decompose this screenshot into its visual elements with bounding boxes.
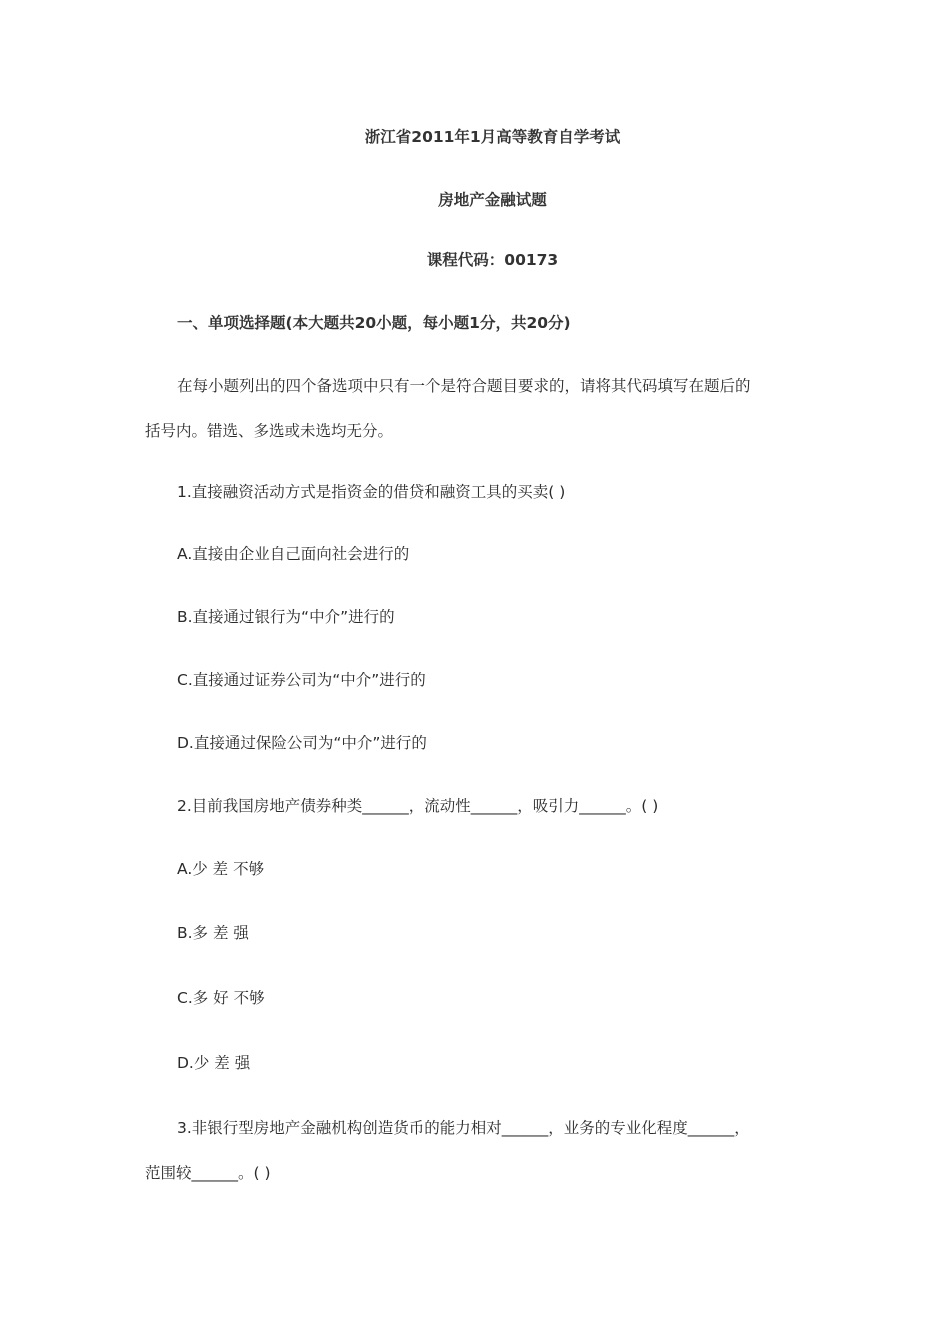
question-3-stem-line-1: 3.非银行型房地产金融机构创造货币的能力相对______，业务的专业化程度______，	[177, 1119, 750, 1137]
section-instruction-line-2: 括号内。错选、多选或未选均无分。	[145, 422, 394, 440]
subject-title: 房地产金融试题	[438, 191, 547, 209]
question-2-stem: 2.目前我国房地产债券种类______，流动性______，吸引力______。( )	[177, 797, 659, 815]
question-2-option-d: D.少 差 强	[177, 1054, 251, 1072]
question-3-stem-line-2: 范围较______。( )	[145, 1164, 271, 1182]
section-instruction-line-1: 在每小题列出的四个备选项中只有一个是符合题目要求的，请将其代码填写在题后的	[177, 377, 751, 395]
question-2-option-c: C.多 好 不够	[177, 989, 265, 1007]
question-1-stem: 1.直接融资活动方式是指资金的借贷和融资工具的买卖( )	[177, 483, 566, 501]
exam-title: 浙江省2011年1月高等教育自学考试	[364, 128, 621, 146]
question-2-option-b: B.多 差 强	[177, 924, 249, 942]
section-heading: 一、单项选择题(本大题共20小题，每小题1分，共20分)	[177, 314, 571, 332]
question-1-option-a: A.直接由企业自己面向社会进行的	[177, 545, 410, 563]
question-1-option-b: B.直接通过银行为“中介”进行的	[177, 608, 395, 626]
question-2-option-a: A.少 差 不够	[177, 860, 265, 878]
question-1-option-d: D.直接通过保险公司为“中介”进行的	[177, 734, 427, 752]
question-1-option-c: C.直接通过证券公司为“中介”进行的	[177, 671, 426, 689]
course-code: 课程代码：00173	[426, 251, 559, 269]
